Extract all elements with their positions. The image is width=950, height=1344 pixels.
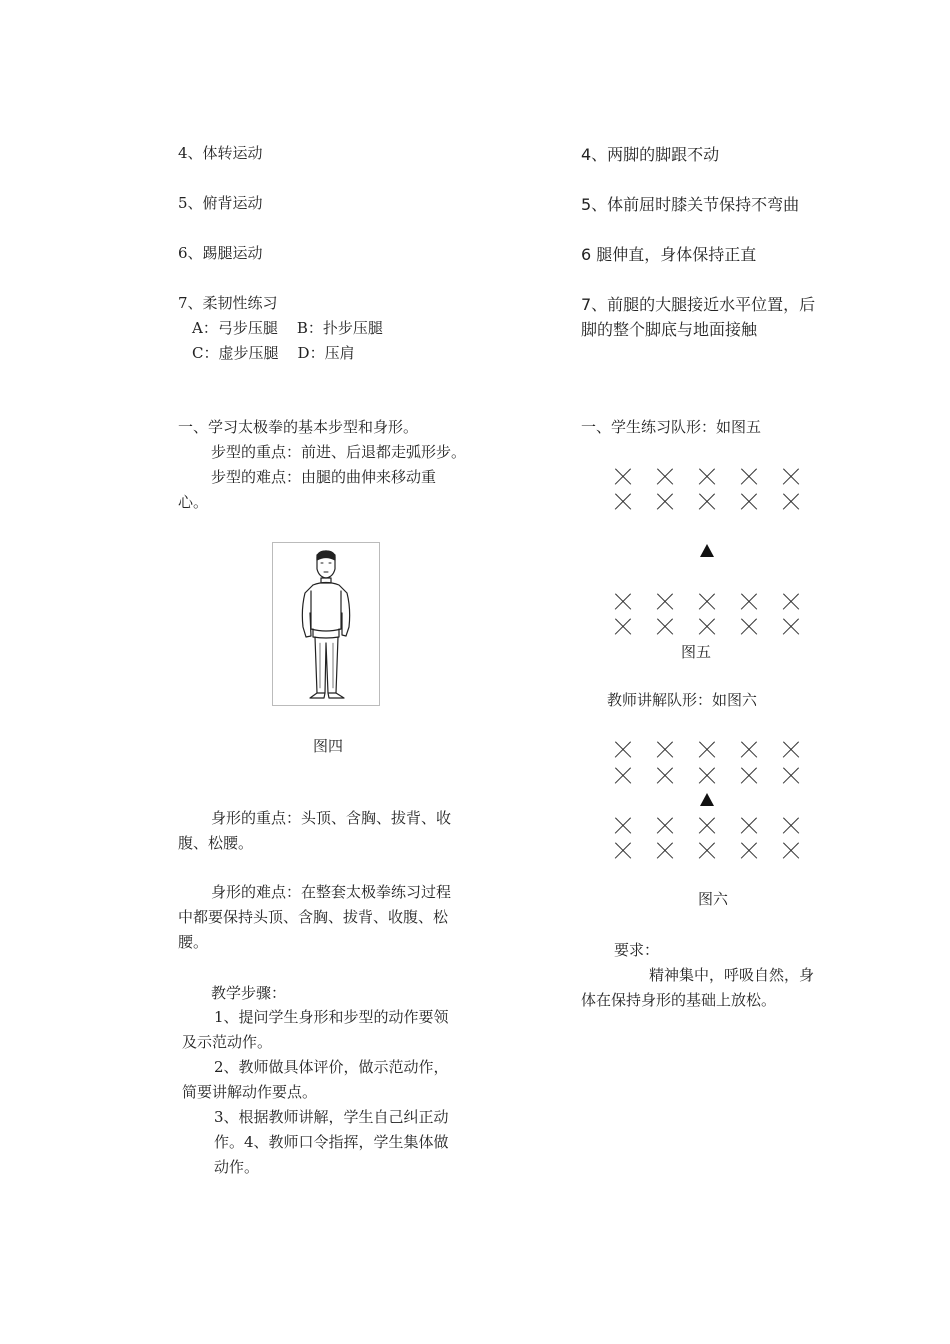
standing-man-illustration <box>273 543 379 705</box>
x-mark-icon <box>740 593 758 611</box>
formation-6-row-3 <box>614 817 804 835</box>
right-item-7-line2: 脚的整个脚底与地面接触 <box>581 320 758 339</box>
x-mark-icon <box>698 767 716 785</box>
x-mark-icon <box>782 741 800 759</box>
right-item-5: 5、体前屈时膝关节保持不弯曲 <box>581 195 800 214</box>
step-key-point: 步型的重点：前进、后退都走弧形步。 <box>211 443 467 461</box>
teacher-triangle-icon <box>700 793 714 806</box>
x-mark-icon <box>782 493 800 511</box>
formation-6-row-1 <box>614 741 804 759</box>
requirements-title: 要求： <box>614 941 660 959</box>
x-mark-icon <box>782 767 800 785</box>
body-key-line1: 身形的重点：头顶、含胸、拔背、收 <box>211 809 452 827</box>
teaching-step-3-line1: 3、根据教师讲解，学生自己纠正动 <box>214 1108 449 1126</box>
teaching-step-3-line2: 作。4、教师口令指挥，学生集体做 <box>214 1133 449 1151</box>
figure-4-illustration <box>272 542 380 706</box>
formation-5-row-3 <box>614 593 804 611</box>
right-item-6: 6 腿伸直，身体保持正直 <box>581 245 757 264</box>
x-mark-icon <box>656 767 674 785</box>
x-mark-icon <box>698 842 716 860</box>
x-mark-icon <box>614 741 632 759</box>
formation-5-row-1 <box>614 468 804 486</box>
body-difficulty-line1: 身形的难点：在整套太极拳练习过程 <box>211 883 452 901</box>
teacher-formation-label: 教师讲解队形：如图六 <box>607 691 758 709</box>
x-mark-icon <box>698 468 716 486</box>
x-mark-icon <box>782 618 800 636</box>
body-difficulty-line2: 中都要保持头顶、含胸、拔背、收腹、松 <box>178 908 449 926</box>
formation-6-row-2 <box>614 767 804 785</box>
x-mark-icon <box>698 618 716 636</box>
left-item-6: 6、踢腿运动 <box>178 244 263 262</box>
x-mark-icon <box>740 817 758 835</box>
figure-4-caption: 图四 <box>313 737 344 755</box>
x-mark-icon <box>698 817 716 835</box>
x-mark-icon <box>740 842 758 860</box>
x-mark-icon <box>740 493 758 511</box>
teaching-step-3-line3: 动作。 <box>214 1158 260 1176</box>
teaching-step-2-line1: 2、教师做具体评价，做示范动作， <box>214 1058 449 1076</box>
x-mark-icon <box>614 618 632 636</box>
x-mark-icon <box>698 493 716 511</box>
teaching-step-1-line2: 及示范动作。 <box>182 1033 273 1051</box>
x-mark-icon <box>614 593 632 611</box>
x-mark-icon <box>740 468 758 486</box>
x-mark-icon <box>614 468 632 486</box>
x-mark-icon <box>614 842 632 860</box>
figure-6-caption: 图六 <box>698 890 729 908</box>
x-mark-icon <box>656 842 674 860</box>
figure-5-caption: 图五 <box>681 643 712 661</box>
x-mark-icon <box>740 767 758 785</box>
x-mark-icon <box>656 493 674 511</box>
right-item-4: 4、两脚的脚跟不动 <box>581 145 720 164</box>
left-item-7: 7、柔韧性练习 <box>178 294 278 312</box>
step-difficulty-line1: 步型的难点：由腿的曲伸来移动重 <box>211 468 437 486</box>
x-mark-icon <box>656 618 674 636</box>
x-mark-icon <box>782 817 800 835</box>
teacher-triangle-icon <box>700 544 714 557</box>
left-item-7-cd: C：虚步压腿 D：压肩 <box>192 344 355 362</box>
formation-5-row-2 <box>614 493 804 511</box>
x-mark-icon <box>614 493 632 511</box>
teaching-step-1-line1: 1、提问学生身形和步型的动作要领 <box>214 1008 449 1026</box>
x-mark-icon <box>782 468 800 486</box>
formation-5-row-4 <box>614 618 804 636</box>
x-mark-icon <box>614 767 632 785</box>
x-mark-icon <box>782 842 800 860</box>
teaching-step-2-line2: 简要讲解动作要点。 <box>182 1083 318 1101</box>
x-mark-icon <box>698 593 716 611</box>
teaching-steps-title: 教学步骤： <box>211 984 287 1002</box>
formation-6-row-4 <box>614 842 804 860</box>
section-heading-right: 一、学生练习队形：如图五 <box>581 418 762 436</box>
x-mark-icon <box>656 593 674 611</box>
x-mark-icon <box>740 618 758 636</box>
left-item-7-ab: A：弓步压腿 B：扑步压腿 <box>192 319 383 337</box>
body-difficulty-line3: 腰。 <box>178 933 209 951</box>
x-mark-icon <box>614 817 632 835</box>
x-mark-icon <box>782 593 800 611</box>
section-heading-left: 一、学习太极拳的基本步型和身形。 <box>178 418 419 436</box>
left-item-5: 5、俯背运动 <box>178 194 263 212</box>
x-mark-icon <box>656 741 674 759</box>
x-mark-icon <box>740 741 758 759</box>
x-mark-icon <box>656 817 674 835</box>
requirements-line2: 体在保持身形的基础上放松。 <box>581 991 777 1009</box>
x-mark-icon <box>656 468 674 486</box>
left-item-4: 4、体转运动 <box>178 144 263 162</box>
x-mark-icon <box>698 741 716 759</box>
right-item-7-line1: 7、前腿的大腿接近水平位置，后 <box>581 295 816 314</box>
step-difficulty-line2: 心。 <box>178 493 209 511</box>
requirements-line1: 精神集中，呼吸自然，身 <box>649 966 815 984</box>
body-key-line2: 腹、松腰。 <box>178 834 254 852</box>
